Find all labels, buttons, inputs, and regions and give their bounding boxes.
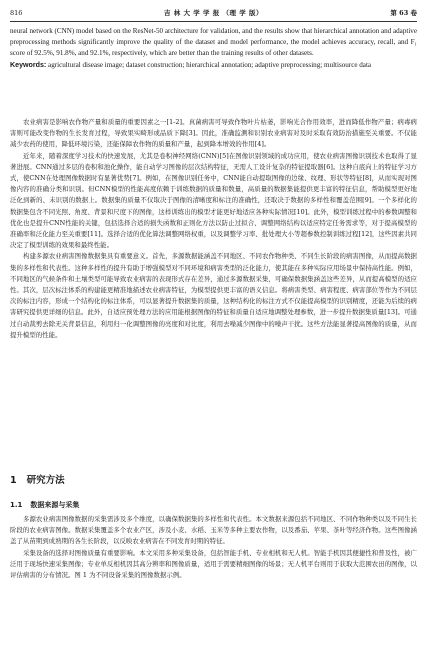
section-body <box>10 514 417 581</box>
section-number: 1 <box>10 475 17 486</box>
running-header <box>10 6 417 20</box>
header-rule <box>10 21 417 22</box>
page-number: 816 <box>10 9 23 17</box>
abstract-block <box>10 26 417 71</box>
introduction <box>10 117 417 341</box>
keywords-label: Keywords: <box>10 60 47 69</box>
section-paragraph-2: 采集设备的选择对图像质量有重要影响。本文采用多种采集设备，包括智能手机、专业相机和无人机。智能手机因其便捷性和普及性，被广泛用于现场快速采集图像；专业单反相机因其高分辨率和图像质量，适用于需要精细图像的场景；无人机平台则用于获取大范围农田的图像，以评估病害的分布情况。图 1 为不同设备采集的图像数据示例。 <box>10 548 417 580</box>
intro-paragraph-1: 农业病害是影响农作物产量和质量的重要因素之一[1-2]。真菌病害可导致作物叶片枯萎，影响光合作用效率，进而降低作物产量；病毒病害则可能改变作物的生长发育过程，导致果实畸形或品质下降[3]。因此，准确监测和识别农业病害对及时采取有效防治措施至关重要。不仅能减少农药的使用，降低环境污染，还能保障农作物的质量和产量，起到降本增效的作用[4]。 <box>10 118 417 149</box>
volume-label: 第 63 卷 <box>390 9 417 17</box>
section-heading <box>10 474 65 488</box>
keywords-text: agricultural disease image; dataset construction; hierarchical annotation; adaptive preprocessing; multisource data <box>46 60 372 69</box>
intro-paragraph-3: 构建多源农业病害图像数据集具有重要意义。首先，多源数据能涵盖不同地区、不同农作物种类、不同生长阶段的病害图像，从而提高数据集的多样性和代表性。这种多样性的提升有助于增强模型对不同环境和病害类型的泛化能力，使其能在多种实际应用场景中保持高性能。例如，不同地区的气候条件和土壤类型可能导致农业病害的表现形式存在差异，通过多源数据采集，可确保数据集涵盖这些差异，从而提高模型的适应性。其次，层次标注体系的构建能更精准地描述农业病害特征，为模型提供更丰富的语义信息。将病害类型、病害程度、病害部位等作为不同层次的标注内容，形成一个结构化的标注体系，可以显著提升数据集的质量，这种结构化的标注方式不仅能提高模型的识别精度，还能为后续的病害研究提供更详细的信息。此外，自适应预处理方法的应用能根据图像的特征和质量自适应地调整处理参数，进一步提升数据集质量[13]。可通过自动裁剪去除无关背景信息，利用归一化调整图像的亮度和对比度，利用去噪减少图像中的噪声干扰。这些方法能显著提高图像的质量，从而提升模型的性能。 <box>10 252 417 339</box>
intro-paragraph-2: 近年来，随着深度学习技术的快速发展，尤其是卷积神经网络(CNN)[5]在图像识别领域的成功应用，使农业病害图像识别技术也取得了显著进展。CNN通过多层的卷积和池化操作，能自动学习图像的层次结构特征，无需人工设计复杂的特征提取器[6]。这种自底向上的特征学习方式，使CNN在处理图像数据时有显著优势[7]。例如，在图像识别任务中，CNN能自动提取图像的边缘、纹理、形状等特征[8]，从而实现对图像内容的准确分类和识别。但CNN模型的性能高度依赖于训练数据的质量和数量，高质量的数据集能提供更丰富的特征信息，帮助模型更好地泛化到新的、未识别的数据上。数据集的质量不仅取决于图像的清晰度和标注的准确性，还取决于数据的多样性和覆盖范围[9]。一个多样化的数据集包含不同光照、角度、背景和尺度下的图像，这样训练出的模型才能更好地适应各种实际情况[10]。此外，模型训练过程中的参数调整和优化也是提升CNN性能的关键，包括选择合适的损失函数和正则化方法以防止过拟合、调整网络结构以适应特定任务需求等，对于提高模型的准确率和泛化能力至关重要[11]。选择合适的优化算法调整网络权重，以及调整学习率、批处理大小等超参数控制训练过程[12]，这些因素共同决定了模型训练的效果和最终性能。 <box>10 151 417 250</box>
section-title: 研究方法 <box>26 475 65 486</box>
journal-title: 吉 林 大 学 学 报 （理 学 版） <box>163 9 264 17</box>
keywords <box>10 60 417 71</box>
abstract-text: neural network (CNN) model based on the ResNet-50 architecture for validation, and the results show that hierarchical annotation and adaptive preprocessing methods significantly improve the quality of the dataset and model performance, the model achieves accuracy, recall, and F₁ score of 92.5%, 91.8%, and 92.1%, respectively, which are better than the training results of other datasets. <box>10 27 417 58</box>
subsection-heading <box>10 499 79 511</box>
subsection-title: 数据来源与采集 <box>30 501 80 509</box>
subsection-number: 1.1 <box>10 501 23 509</box>
section-paragraph-1: 多源农业病害图像数据的采集需涉及多个维度，以确保数据集的多样性和代表性。本文数据来源包括不同地区、不同作物种类以及不同生长阶段的农业病害图像。数据采集覆盖多个农业产区，涉及小麦、水稻、玉米等多种主要农作物，以及番茄、苹果、茶叶等经济作物。这些图像涵盖了从苗期到成熟期的各生长阶段，以反映农业病害在不同发育时期的特征。 <box>10 515 417 546</box>
